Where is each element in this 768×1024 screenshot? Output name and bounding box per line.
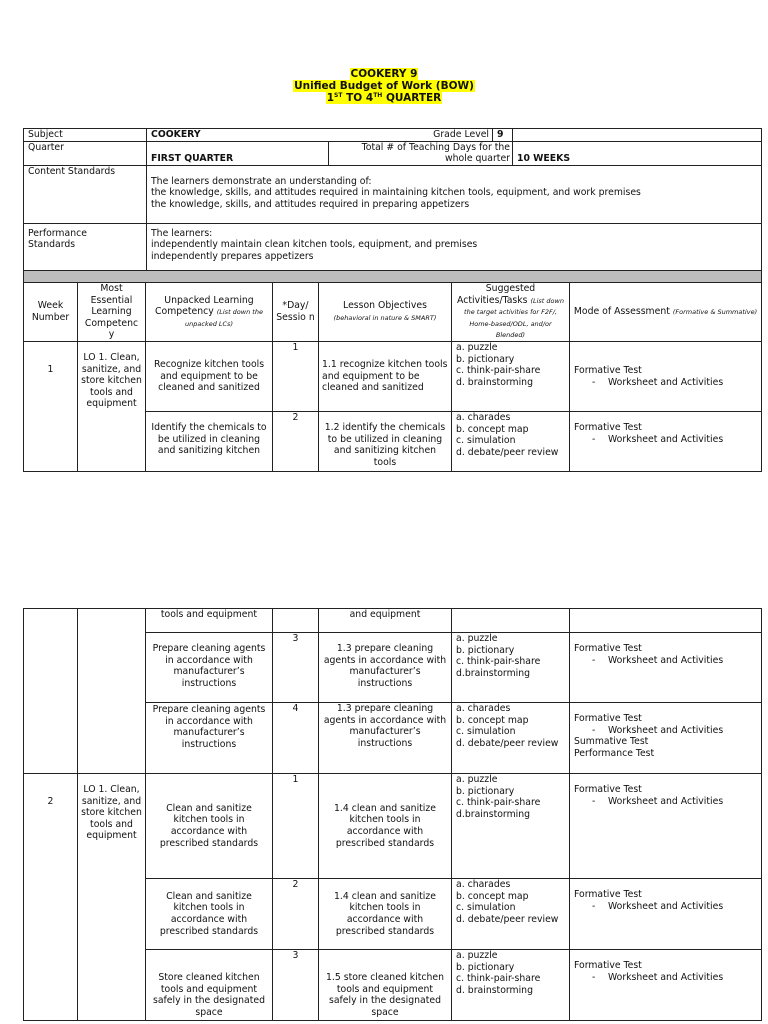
activities-list: a. puzzle b. pictionary c. think-pair-share d.brainstorming: [452, 774, 570, 879]
header-table: [23, 128, 762, 272]
lesson-objective: and equipment: [319, 609, 452, 633]
unpacked-lc: Clean and sanitize kitchen tools in accordance with prescribed standards: [146, 879, 273, 950]
subject-value: COOKERY: [147, 129, 329, 142]
column-header-row: [24, 283, 762, 342]
document-title: [0, 68, 768, 104]
day-session: 1: [273, 774, 319, 879]
unpacked-lc: Identify the chemicals to be utilized in cleaning and sanitizing kitchen: [146, 412, 273, 472]
col-melc: Most Essential Learning Competenc y: [78, 283, 146, 342]
col-assessment: Mode of Assessment (Formative & Summative): [570, 283, 762, 342]
assessment: Formative Test - Worksheet and Activities: [570, 879, 762, 950]
grade-label: Grade Level: [329, 129, 493, 142]
activities-list: a. charades b. concept map c. simulation d. debate/peer review: [452, 703, 570, 774]
lesson-objective: 1.1 recognize kitchen tools and equipment to be cleaned and sanitized: [319, 342, 452, 412]
day-session: 2: [273, 879, 319, 950]
lesson-objective: 1.5 store cleaned kitchen tools and equipment safely in the designated space: [319, 950, 452, 1021]
title-line-3: 1ST TO 4TH QUARTER: [326, 92, 442, 104]
lesson-objective: 1.3 prepare cleaning agents in accordance with manufacturer’s instructions: [319, 703, 452, 774]
grade-value: 9: [493, 129, 513, 142]
content-standards-text: The learners demonstrate an understanding of: the knowledge, skills, and attitudes required in maintaining kitchen tools, equipment, and work premises the knowledge, skills, and attitudes required in preparing appetizers: [147, 165, 762, 223]
unpacked-lc: Clean and sanitize kitchen tools in accordance with prescribed standards: [146, 774, 273, 879]
col-day: *Day/ Sessio n: [273, 283, 319, 342]
quarter-label: Quarter: [24, 141, 147, 165]
performance-standards-label: Performance Standards: [24, 223, 147, 271]
day-session: 4: [273, 703, 319, 774]
table-row: [24, 774, 762, 879]
unpacked-lc: Prepare cleaning agents in accordance with manufacturer’s instructions: [146, 703, 273, 774]
table-row: [24, 609, 762, 633]
content-standards-label: Content Standards: [24, 165, 147, 223]
activities-list: a. puzzle b. pictionary c. think-pair-share d.brainstorming: [452, 633, 570, 703]
unpacked-lc: Recognize kitchen tools and equipment to be cleaned and sanitized: [146, 342, 273, 412]
day-session: 3: [273, 633, 319, 703]
melc-text: LO 1. Clean, sanitize, and store kitchen tools and equipment: [78, 774, 146, 1021]
lesson-objective: 1.4 clean and sanitize kitchen tools in accordance with prescribed standards: [319, 774, 452, 879]
assessment: Formative Test - Worksheet and Activities: [570, 633, 762, 703]
assessment: Formative Test - Worksheet and Activities: [570, 412, 762, 472]
activities-list: a. charades b. concept map c. simulation d. debate/peer review: [452, 879, 570, 950]
title-line-1: COOKERY 9: [350, 68, 418, 80]
lesson-objective: 1.2 identify the chemicals to be utilized in cleaning and sanitizing kitchen tools: [319, 412, 452, 472]
quarter-value: FIRST QUARTER: [147, 141, 329, 165]
melc-text: LO 1. Clean, sanitize, and store kitchen tools and equipment: [78, 342, 146, 472]
title-line-2: Unified Budget of Work (BOW): [294, 80, 474, 92]
budget-table-page-2: [23, 608, 762, 1021]
subject-label: Subject: [24, 129, 147, 142]
activities-list: a. puzzle b. pictionary c. think-pair-share d. brainstorming: [452, 342, 570, 412]
activities-list: a. puzzle b. pictionary c. think-pair-share d. brainstorming: [452, 950, 570, 1021]
unpacked-lc: Prepare cleaning agents in accordance with manufacturer’s instructions: [146, 633, 273, 703]
col-objectives: Lesson Objectives (behavioral in nature & SMART): [319, 283, 452, 342]
col-unpacked: Unpacked Learning Competency (List down the unpacked LCs): [146, 283, 273, 342]
teaching-days-value: 10 WEEKS: [513, 141, 762, 165]
lesson-objective: 1.3 prepare cleaning agents in accordance with manufacturer’s instructions: [319, 633, 452, 703]
gray-divider: [24, 271, 762, 283]
budget-table-page-1: [23, 270, 762, 472]
table-row: [24, 342, 762, 412]
day-session: 1: [273, 342, 319, 412]
assessment: Formative Test - Worksheet and Activities: [570, 774, 762, 879]
unpacked-lc: Store cleaned kitchen tools and equipment safely in the designated space: [146, 950, 273, 1021]
col-week: Week Number: [24, 283, 78, 342]
teaching-days-label: Total # of Teaching Days for the whole quarter: [329, 141, 513, 165]
assessment: Formative Test - Worksheet and Activities: [570, 342, 762, 412]
week-number: 2: [24, 774, 78, 1021]
col-activities: Suggested Activities/Tasks (List down the target activities for F2F/, Home-based/ODL, and/or Blended): [452, 283, 570, 342]
day-session: 2: [273, 412, 319, 472]
lesson-objective: 1.4 clean and sanitize kitchen tools in accordance with prescribed standards: [319, 879, 452, 950]
assessment: Formative Test - Worksheet and Activities: [570, 950, 762, 1021]
unpacked-lc: tools and equipment: [146, 609, 273, 633]
week-number: 1: [24, 342, 78, 472]
performance-standards-text: The learners: independently maintain clean kitchen tools, equipment, and premises independently prepares appetizers: [147, 223, 762, 271]
assessment: Formative Test - Worksheet and Activities Summative Test Performance Test: [570, 703, 762, 774]
day-session: 3: [273, 950, 319, 1021]
activities-list: a. charades b. concept map c. simulation d. debate/peer review: [452, 412, 570, 472]
